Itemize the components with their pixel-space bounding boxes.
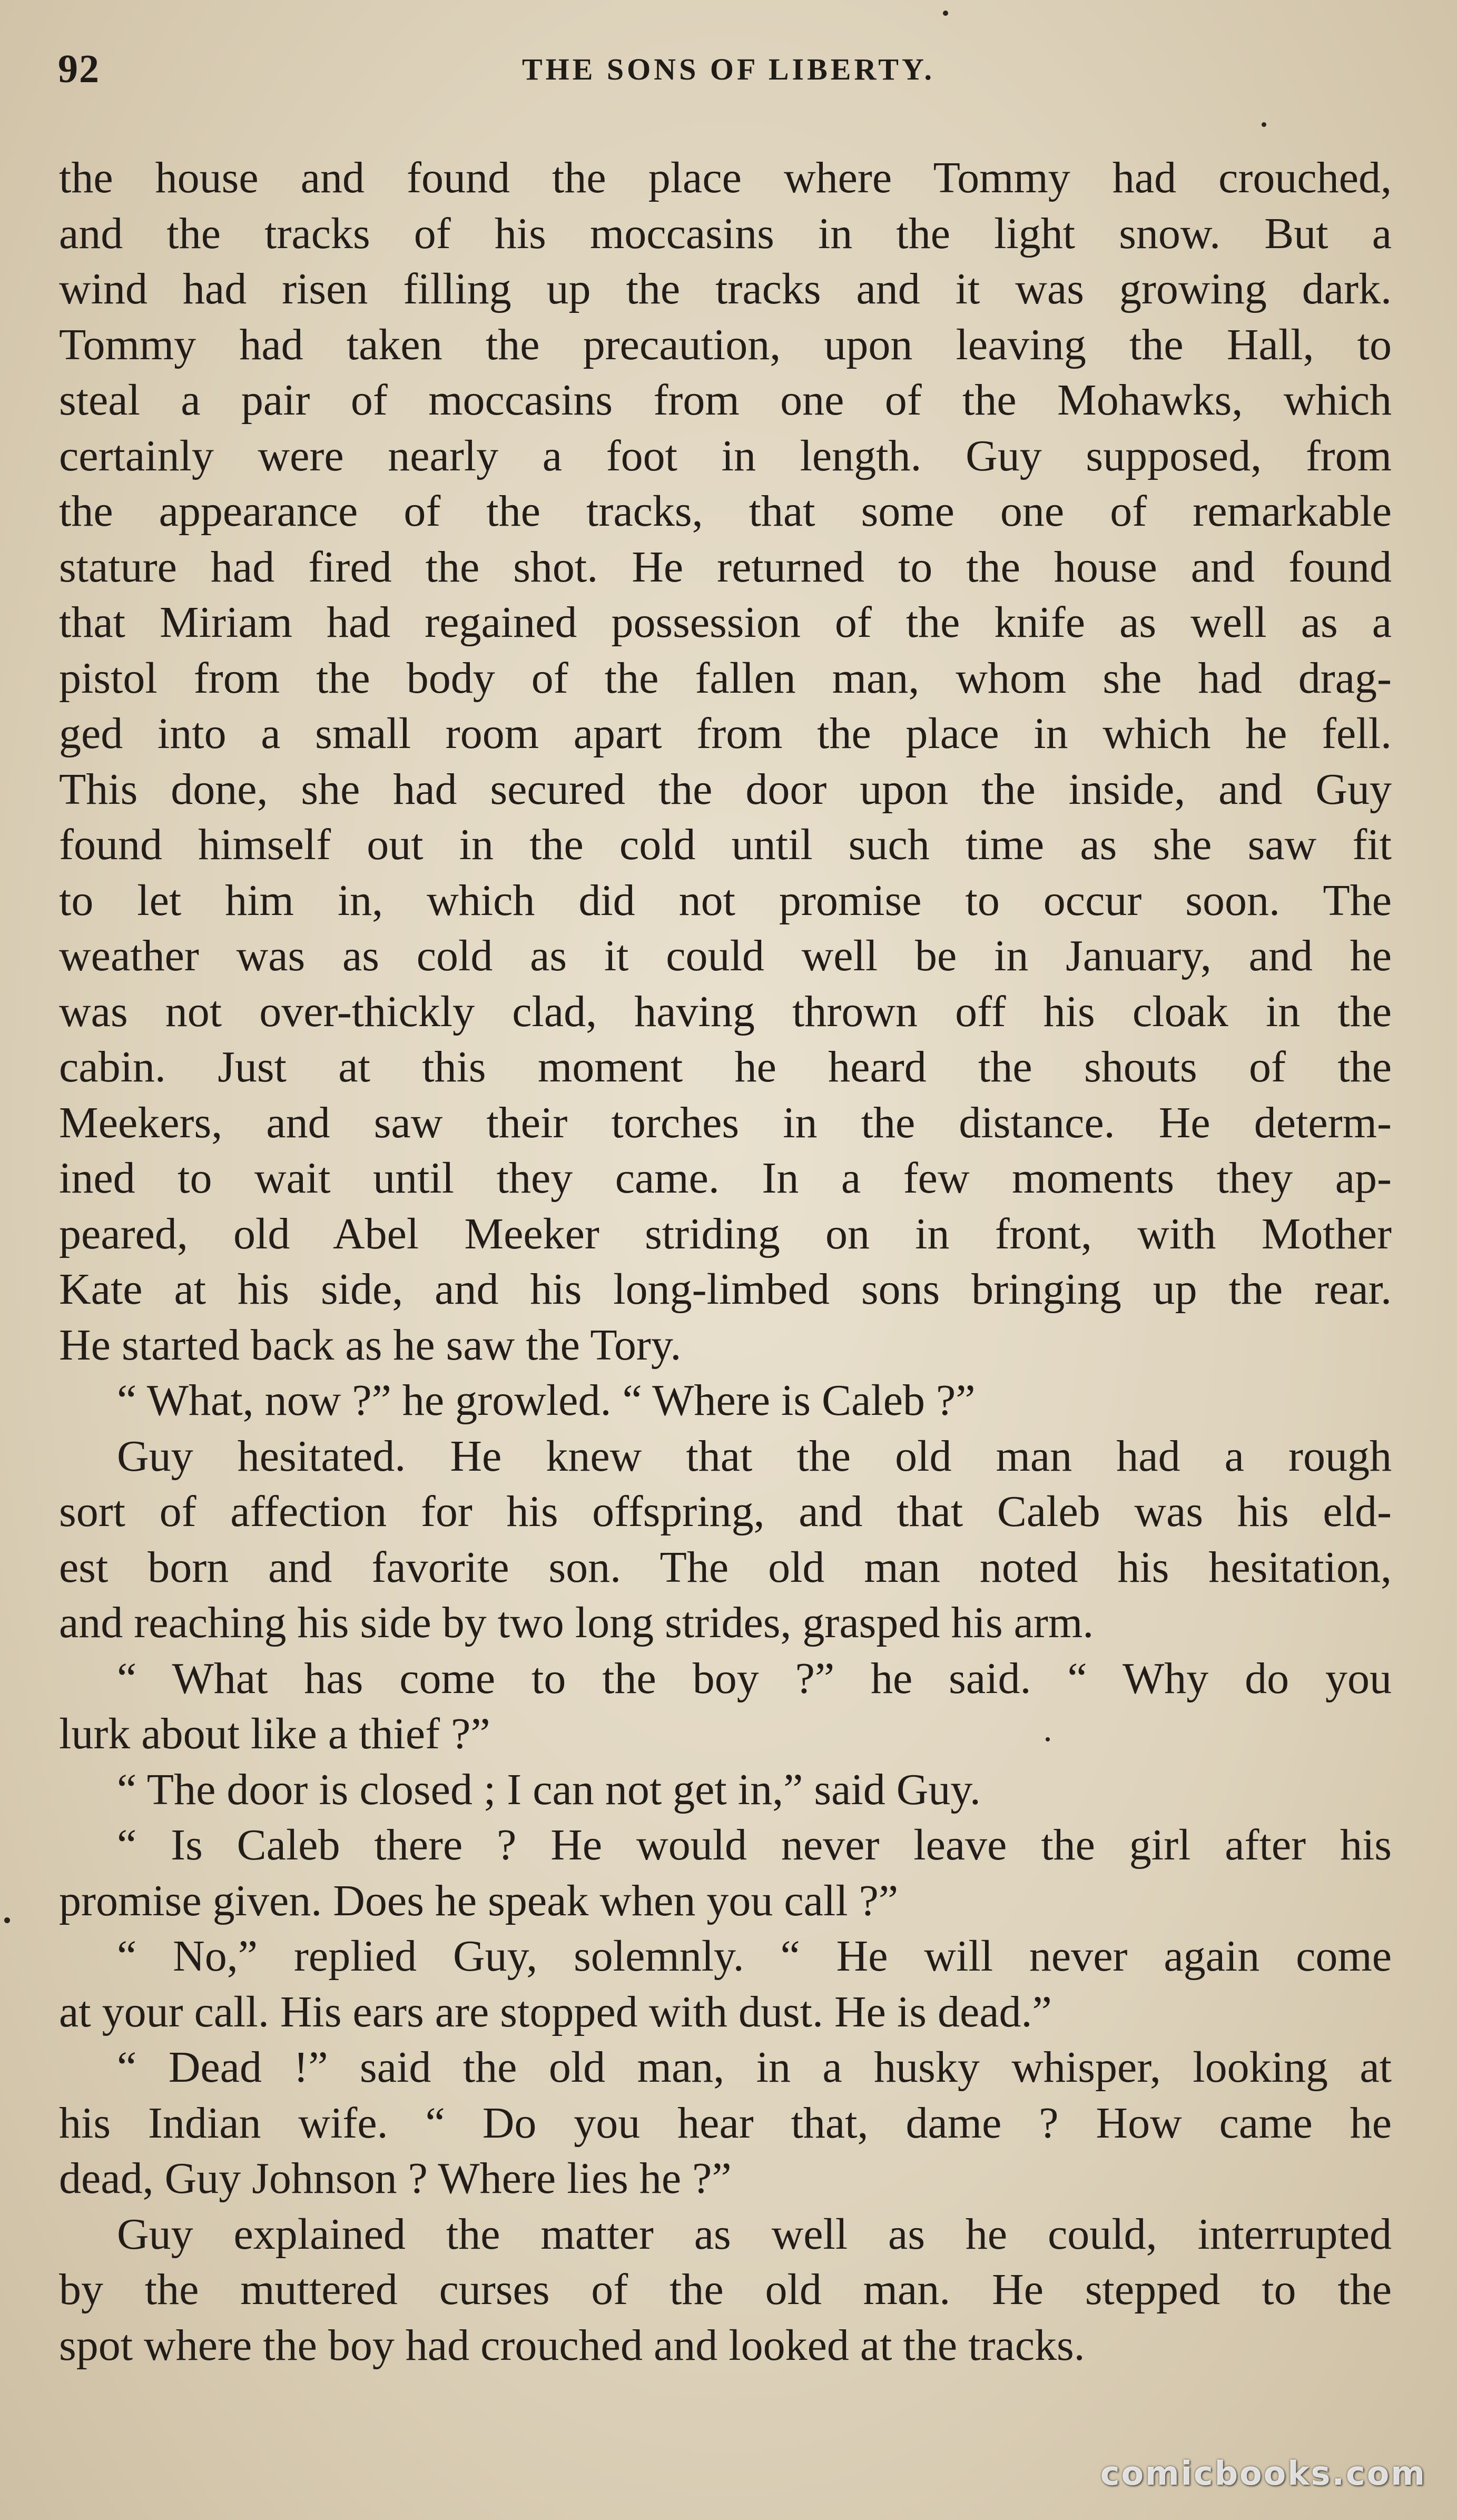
text-line: weather was as cold as it could well be in January, and he [59, 931, 1392, 980]
text-line: Meekers, and saw their torches in the distance. He determ- [59, 1098, 1392, 1147]
text-line: the house and found the place where Tommy had crouched, [59, 153, 1392, 202]
text-line: peared, old Abel Meeker striding on in front, with Mother [59, 1209, 1392, 1258]
ink-speck [943, 11, 948, 16]
text-line: found himself out in the cold until such time as she saw fit [59, 820, 1392, 869]
body-text [59, 150, 1392, 2373]
text-line: steal a pair of moccasins from one of the Mohawks, which [59, 376, 1392, 425]
text-line: “ Dead !” said the old man, in a husky whisper, looking at [117, 2043, 1392, 2092]
text-line: Tommy had taken the precaution, upon leaving the Hall, to [59, 320, 1392, 369]
text-line: promise given. Does he speak when you call ?” [59, 1876, 899, 1925]
text-line: his Indian wife. “ Do you hear that, dame ? How came he [59, 2098, 1392, 2148]
ink-speck [1262, 122, 1266, 127]
page-number: 92 [58, 47, 100, 91]
running-title: THE SONS OF LIBERTY. [521, 52, 936, 86]
text-line: sort of affection for his offspring, and that Caleb was his eld- [59, 1487, 1392, 1536]
ink-speck [1046, 1737, 1050, 1741]
text-line: and the tracks of his moccasins in the light snow. But a [59, 209, 1392, 258]
text-line: Kate at his side, and his long-limbed sons bringing up the rear. [59, 1265, 1392, 1314]
text-line: Guy explained the matter as well as he could, interrupted [117, 2209, 1392, 2259]
text-line: dead, Guy Johnson ? Where lies he ?” [59, 2154, 732, 2203]
text-line: cabin. Just at this moment he heard the shouts of the [59, 1042, 1392, 1091]
watermark: comicbooks.com [1100, 2454, 1426, 2493]
ink-speck [4, 1917, 10, 1923]
text-line: pistol from the body of the fallen man, whom she had drag- [59, 653, 1392, 703]
text-line: by the muttered curses of the old man. He stepped to the [59, 2265, 1392, 2314]
text-line: ged into a small room apart from the place in which he fell. [59, 709, 1392, 758]
text-line: “ The door is closed ; I can not get in,” said Guy. [117, 1765, 981, 1814]
text-line: “ What has come to the boy ?” he said. “ Why do you [117, 1653, 1392, 1703]
running-head [58, 46, 1399, 94]
text-line: wind had risen filling up the tracks and it was growing dark. [59, 264, 1392, 313]
text-line: est born and favorite son. The old man noted his hesitation, [59, 1542, 1392, 1592]
text-line: He started back as he saw the Tory. [59, 1320, 682, 1370]
text-line: “ No,” replied Guy, solemnly. “ He will never again come [117, 1932, 1392, 1981]
text-line: the appearance of the tracks, that some one of remarkable [59, 487, 1392, 536]
text-line: “ Is Caleb there ? He would never leave the girl after his [117, 1820, 1392, 1869]
text-line: ined to wait until they came. In a few moments they ap- [59, 1154, 1392, 1203]
text-line: and reaching his side by two long strides, grasped his arm. [59, 1598, 1094, 1647]
text-line: certainly were nearly a foot in length. Guy supposed, from [59, 431, 1392, 480]
text-line: stature had fired the shot. He returned to the house and found [59, 542, 1392, 592]
text-line: “ What, now ?” he growled. “ Where is Caleb ?” [117, 1376, 976, 1425]
text-line: Guy hesitated. He knew that the old man had a rough [117, 1431, 1392, 1481]
text-line: was not over-thickly clad, having thrown off his cloak in the [59, 987, 1392, 1036]
text-line: that Miriam had regained possession of the knife as well as a [59, 598, 1392, 647]
text-line: to let him in, which did not promise to occur soon. The [59, 875, 1392, 925]
text-line: lurk about like a thief ?” [59, 1709, 490, 1758]
text-line: at your call. His ears are stopped with dust. He is dead.” [59, 1987, 1052, 2036]
text-line: spot where the boy had crouched and looked at the tracks. [59, 2320, 1085, 2370]
text-line: This done, she had secured the door upon the inside, and Guy [59, 764, 1392, 814]
